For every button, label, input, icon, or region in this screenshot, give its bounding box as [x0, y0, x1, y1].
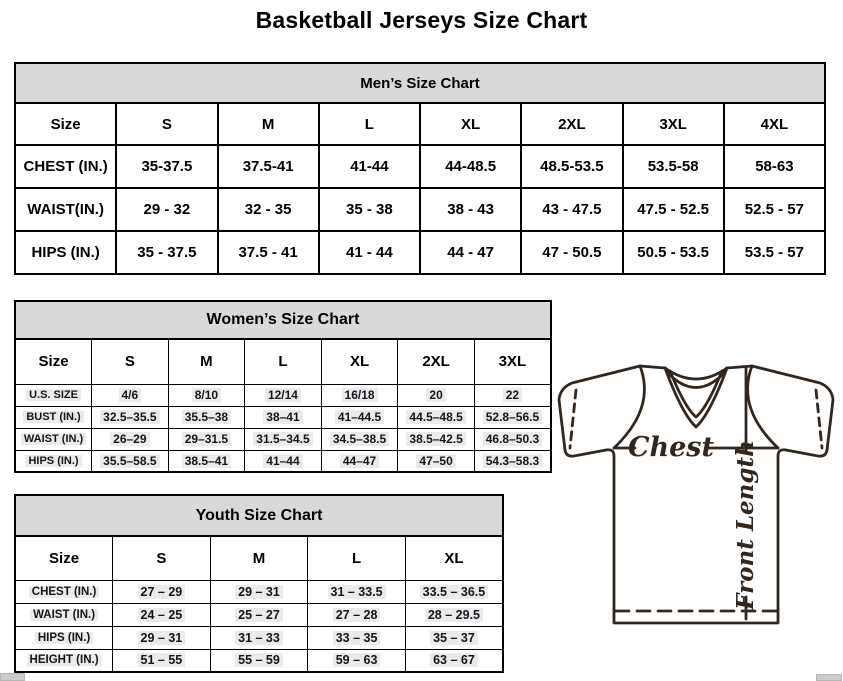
table-cell: 41 - 44	[319, 231, 420, 274]
row-label: CHEST (IN.)	[15, 145, 116, 188]
table-cell: 33 – 35	[308, 626, 406, 649]
table-cell: 38.5–42.5	[398, 428, 475, 450]
table-cell: 44–47	[321, 450, 398, 472]
table-cell: 31 – 33.5	[308, 580, 406, 603]
table-cell: 41-44	[319, 145, 420, 188]
column-header: M	[218, 103, 319, 145]
jersey-diagram-icon	[556, 350, 842, 646]
table-row	[15, 626, 503, 649]
right-armhole-seam	[748, 366, 778, 448]
column-header: S	[116, 103, 217, 145]
table-cell: 48.5-53.5	[521, 145, 622, 188]
table-cell: 12/14	[245, 384, 322, 406]
table-cell: 29 - 32	[116, 188, 217, 231]
page-title: Basketball Jerseys Size Chart	[255, 7, 588, 33]
table-cell: 16/18	[321, 384, 398, 406]
table-cell: 29 – 31	[210, 580, 308, 603]
row-label: HEIGHT (IN.)	[15, 649, 113, 672]
table-row	[15, 145, 825, 188]
table-cell: 27 – 29	[113, 580, 211, 603]
table-cell: 47.5 - 52.5	[623, 188, 724, 231]
table-cell: 52.5 - 57	[724, 188, 825, 231]
table-cell: 44.5–48.5	[398, 406, 475, 428]
table-row	[15, 603, 503, 626]
table-cell: 38.5–41	[168, 450, 245, 472]
table-cell: 29–31.5	[168, 428, 245, 450]
table-cell: 44-48.5	[420, 145, 521, 188]
table-cell: 35 – 37	[405, 626, 503, 649]
table-cell: 20	[398, 384, 475, 406]
table-cell: 31.5–34.5	[245, 428, 322, 450]
table-cell: 46.8–50.3	[474, 428, 551, 450]
table-row	[15, 384, 551, 406]
table-row	[15, 406, 551, 428]
table-title-row	[15, 495, 503, 536]
table-cell: 35 - 37.5	[116, 231, 217, 274]
table-cell: 35-37.5	[116, 145, 217, 188]
column-header-row	[15, 103, 825, 145]
column-header: S	[113, 536, 211, 580]
jersey-outline	[559, 366, 833, 623]
table-cell: 32.5–35.5	[92, 406, 169, 428]
table-cell: 22	[474, 384, 551, 406]
table-cell: 28 – 29.5	[405, 603, 503, 626]
table-cell: 33.5 – 36.5	[405, 580, 503, 603]
table-cell: 25 – 27	[210, 603, 308, 626]
table-cell: 41–44	[245, 450, 322, 472]
table-cell: 37.5-41	[218, 145, 319, 188]
table-cell: 50.5 - 53.5	[623, 231, 724, 274]
table-cell: 43 - 47.5	[521, 188, 622, 231]
jersey-measurement-diagram	[556, 350, 842, 646]
table-cell: 52.8–56.5	[474, 406, 551, 428]
scrollbar-fragment	[816, 674, 842, 681]
table-cell: 58-63	[724, 145, 825, 188]
column-header: L	[319, 103, 420, 145]
column-header: Size	[15, 103, 116, 145]
table-cell: 24 – 25	[113, 603, 211, 626]
column-header: M	[210, 536, 308, 580]
table-cell: 27 – 28	[308, 603, 406, 626]
column-header: L	[245, 339, 322, 384]
table-row	[15, 231, 825, 274]
row-label: U.S. SIZE	[15, 384, 92, 406]
table-title-row	[15, 301, 551, 339]
column-header: XL	[321, 339, 398, 384]
front-length-label: Front Length	[732, 440, 759, 610]
column-header: L	[308, 536, 406, 580]
row-label: WAIST(IN.)	[15, 188, 116, 231]
table-cell: 8/10	[168, 384, 245, 406]
column-header: Size	[15, 339, 92, 384]
youth-size-chart-table	[14, 494, 504, 673]
row-label: BUST (IN.)	[15, 406, 92, 428]
column-header: 3XL	[474, 339, 551, 384]
table-row	[15, 450, 551, 472]
table-row	[15, 649, 503, 672]
column-header: S	[92, 339, 169, 384]
table-cell: 53.5 - 57	[724, 231, 825, 274]
table-cell: 26–29	[92, 428, 169, 450]
column-header-row	[15, 536, 503, 580]
table-row	[15, 580, 503, 603]
column-header: 2XL	[521, 103, 622, 145]
youth-chart-title: Youth Size Chart	[15, 495, 503, 536]
table-cell: 4/6	[92, 384, 169, 406]
table-cell: 47 - 50.5	[521, 231, 622, 274]
table-cell: 38–41	[245, 406, 322, 428]
table-cell: 37.5 - 41	[218, 231, 319, 274]
table-cell: 31 – 33	[210, 626, 308, 649]
table-cell: 51 – 55	[113, 649, 211, 672]
table-row	[15, 188, 825, 231]
mens-chart-title: Men’s Size Chart	[15, 63, 825, 103]
table-cell: 44 - 47	[420, 231, 521, 274]
table-cell: 53.5-58	[623, 145, 724, 188]
row-label: HIPS (IN.)	[15, 231, 116, 274]
table-cell: 35 - 38	[319, 188, 420, 231]
table-cell: 55 – 59	[210, 649, 308, 672]
row-label: HIPS (IN.)	[15, 626, 113, 649]
table-cell: 47–50	[398, 450, 475, 472]
table-cell: 63 – 67	[405, 649, 503, 672]
table-cell: 35.5–58.5	[92, 450, 169, 472]
mens-size-chart-table	[14, 62, 826, 275]
column-header: 3XL	[623, 103, 724, 145]
scrollbar-fragment	[0, 673, 25, 681]
right-cuff-dashed-line	[816, 390, 822, 448]
table-title-row	[15, 63, 825, 103]
table-cell: 29 – 31	[113, 626, 211, 649]
column-header: M	[168, 339, 245, 384]
column-header: Size	[15, 536, 113, 580]
row-label: WAIST (IN.)	[15, 603, 113, 626]
womens-chart-title: Women’s Size Chart	[15, 301, 551, 339]
table-cell: 59 – 63	[308, 649, 406, 672]
table-cell: 35.5–38	[168, 406, 245, 428]
row-label: WAIST (IN.)	[15, 428, 92, 450]
table-cell: 54.3–58.3	[474, 450, 551, 472]
table-cell: 32 - 35	[218, 188, 319, 231]
table-cell: 38 - 43	[420, 188, 521, 231]
column-header: XL	[405, 536, 503, 580]
column-header: XL	[420, 103, 521, 145]
table-cell: 41–44.5	[321, 406, 398, 428]
column-header: 4XL	[724, 103, 825, 145]
row-label: HIPS (IN.)	[15, 450, 92, 472]
table-row	[15, 428, 551, 450]
column-header-row	[15, 339, 551, 384]
row-label: CHEST (IN.)	[15, 580, 113, 603]
table-cell: 34.5–38.5	[321, 428, 398, 450]
left-cuff-dashed-line	[570, 390, 576, 448]
chest-label: Chest	[628, 432, 714, 463]
womens-size-chart-table	[14, 300, 552, 473]
column-header: 2XL	[398, 339, 475, 384]
